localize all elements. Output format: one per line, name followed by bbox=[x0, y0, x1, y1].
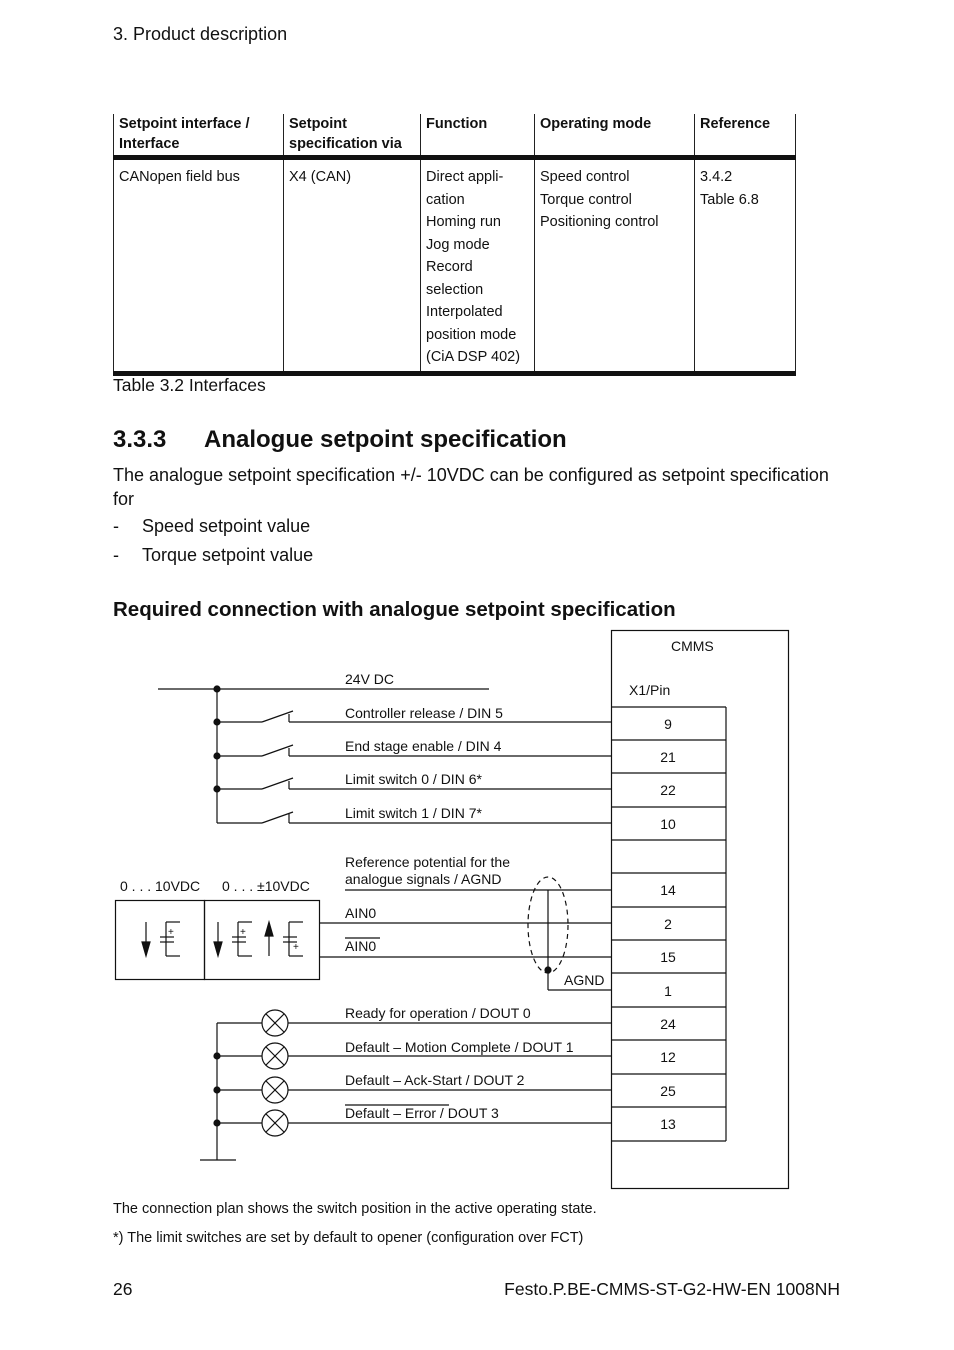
subheading: Required connection with analogue setpoint specification bbox=[113, 598, 676, 621]
junction-dot bbox=[214, 686, 220, 692]
output-label: Default – Error / DOUT 3 bbox=[345, 1105, 499, 1121]
pin-number: 9 bbox=[664, 716, 672, 732]
svg-text:+: + bbox=[293, 942, 299, 953]
table-caption: Table 3.2 Interfaces bbox=[113, 375, 266, 395]
connector-label: X1/Pin bbox=[629, 682, 671, 698]
column-header-reference: Reference bbox=[695, 114, 796, 158]
analog-input-label-inverted: AIN0 bbox=[345, 938, 377, 954]
pin-number: 14 bbox=[660, 882, 676, 898]
agnd-ref-label: analogue signals / AGND bbox=[345, 871, 502, 887]
cmms-device-box bbox=[612, 631, 789, 1189]
intro-paragraph: The analogue setpoint specification +/- 10VDC can be configured as setpoint specification for bbox=[113, 465, 829, 509]
interfaces-table bbox=[113, 114, 796, 376]
pin-number: 12 bbox=[660, 1049, 676, 1065]
pin-number: 22 bbox=[660, 782, 676, 798]
range-label: 0 . . . ±10VDC bbox=[222, 878, 310, 894]
input-label: Controller release / DIN 5 bbox=[345, 705, 503, 721]
cell-reference: 3.4.2 Table 6.8 bbox=[695, 158, 796, 374]
output-label: Ready for operation / DOUT 0 bbox=[345, 1005, 531, 1021]
cell-operating-mode: Speed control Torque control Positioning control bbox=[535, 158, 695, 374]
section-title: Analogue setpoint specification bbox=[204, 426, 567, 453]
section-number: 3.3.3 bbox=[113, 426, 167, 453]
pin-number: 24 bbox=[660, 1016, 676, 1032]
pin-number: 25 bbox=[660, 1083, 676, 1099]
pin-number: 10 bbox=[660, 816, 676, 832]
table-header-row bbox=[114, 114, 796, 158]
running-header: 3. Product description bbox=[113, 24, 288, 44]
page-number: 26 bbox=[113, 1279, 133, 1299]
output-label: Default – Ack-Start / DOUT 2 bbox=[345, 1072, 525, 1088]
pin-number: 1 bbox=[664, 983, 672, 999]
input-label: End stage enable / DIN 4 bbox=[345, 738, 502, 754]
input-label: Limit switch 0 / DIN 6* bbox=[345, 771, 482, 787]
column-header-function: Function bbox=[421, 114, 535, 158]
list-item: - Torque setpoint value bbox=[113, 545, 314, 565]
analog-input-label: AIN0 bbox=[345, 905, 377, 921]
pin-number: 13 bbox=[660, 1116, 676, 1132]
list-item: - Speed setpoint value bbox=[113, 516, 311, 536]
supply-label: 24V DC bbox=[345, 671, 395, 687]
column-header-operating-mode: Operating mode bbox=[535, 114, 695, 158]
svg-text:+: + bbox=[168, 927, 174, 938]
pin-number: 2 bbox=[664, 916, 672, 932]
table-row bbox=[114, 158, 796, 374]
svg-text:+: + bbox=[240, 927, 246, 938]
source-box-pm10v bbox=[205, 901, 320, 980]
section-heading bbox=[113, 426, 567, 454]
cell-via: X4 (CAN) bbox=[284, 158, 421, 374]
cell-interface: CANopen field bus bbox=[114, 158, 284, 374]
column-header-via: Setpoint specification via bbox=[284, 114, 421, 158]
pin-number: 21 bbox=[660, 749, 676, 765]
agnd-label: AGND bbox=[564, 972, 605, 988]
input-label: Limit switch 1 / DIN 7* bbox=[345, 805, 482, 821]
source-box-0-10v bbox=[116, 901, 205, 980]
agnd-ref-label: Reference potential for the bbox=[345, 854, 510, 870]
connection-diagram bbox=[0, 620, 954, 1200]
cell-function: Direct appli- cation Homing run Jog mode Record selection Interpolated position mode (CiA DSP 402) bbox=[421, 158, 535, 374]
device-title: CMMS bbox=[671, 638, 714, 654]
note-limit-switches: *) The limit switches are set by default to opener (configuration over FCT) bbox=[113, 1230, 584, 1246]
column-header-interface: Setpoint interface / Interface bbox=[114, 114, 284, 158]
output-label: Default – Motion Complete / DOUT 1 bbox=[345, 1039, 574, 1055]
range-label: 0 . . . 10VDC bbox=[120, 878, 201, 894]
note-switch-position: The connection plan shows the switch position in the active operating state. bbox=[113, 1201, 597, 1217]
document-id: Festo.P.BE-CMMS-ST-G2-HW-EN 1008NH bbox=[504, 1279, 840, 1299]
pin-number: 15 bbox=[660, 949, 676, 965]
